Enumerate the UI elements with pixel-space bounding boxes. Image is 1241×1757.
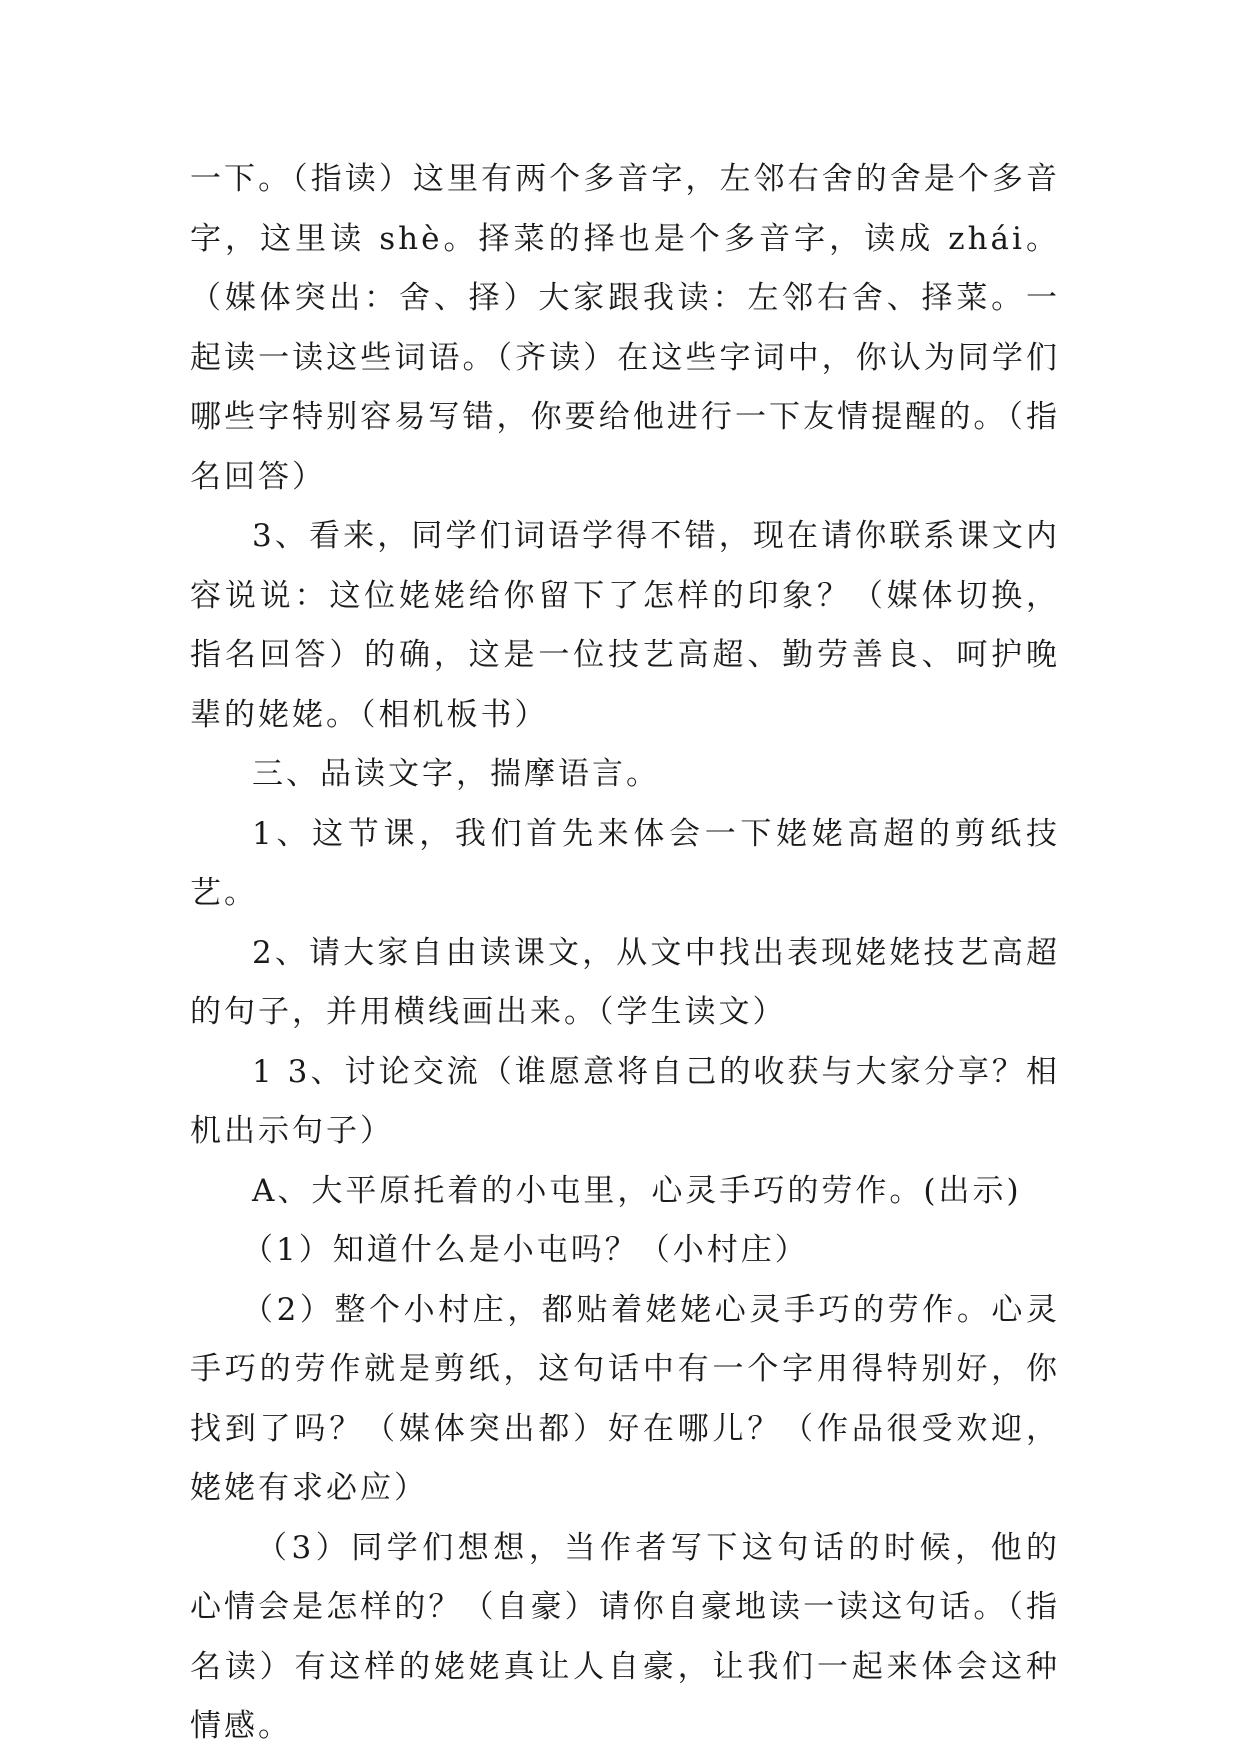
section-heading: 三、品读文字，揣摩语言。 xyxy=(252,756,660,792)
document-body xyxy=(190,150,1060,1757)
paragraph-9: （2）整个小村庄，都贴着姥姥心灵手巧的劳作。心灵手巧的劳作就是剪纸，这句话中有一个字用得特别好，你找到了吗？（媒体突出都）好在哪儿？（作品很受欢迎，姥姥有求必应） xyxy=(190,1291,1060,1506)
paragraph-5: 2、请大家自由读课文，从文中找出表现姥姥技艺高超的句子，并用横线画出来。（学生读文） xyxy=(190,934,1060,1030)
paragraph-6: 1 3、讨论交流（谁愿意将自己的收获与大家分享？相机出示句子） xyxy=(190,1053,1060,1149)
paragraph-7: A、大平原托着的小屯里，心灵手巧的劳作。(出示) xyxy=(252,1172,1022,1209)
paragraph-1: 一下。（指读）这里有两个多音字，左邻右舍的舍是个多音字，这里读 shè。择菜的择也是个多音字，读成 zhái。（媒体突出：舍、择）大家跟我读：左邻右舍、择菜。一起读一读这些词语。（齐读）在这些字词中，你认为同学们哪些字特别容易写错，你要给他进行一下友情提醒的。（指名回答） xyxy=(190,161,1060,495)
paragraph-10: （3）同学们想想，当作者写下这句话的时候，他的心情会是怎样的？（自豪）请你自豪地读一读这句话。（指名读）有这样的姥姥真让人自豪，让我们一起来体会这种情感。 xyxy=(190,1529,1060,1744)
paragraph-4: 1、这节课，我们首先来体会一下姥姥高超的剪纸技艺。 xyxy=(190,815,1060,911)
paragraph-2: 3、看来，同学们词语学得不错，现在请你联系课文内容说说：这位姥姥给你留下了怎样的印象？（媒体切换，指名回答）的确，这是一位技艺高超、勤劳善良、呵护晚辈的姥姥。（相机板书） xyxy=(190,518,1060,733)
paragraph-8: （1）知道什么是小屯吗？（小村庄） xyxy=(242,1232,809,1268)
